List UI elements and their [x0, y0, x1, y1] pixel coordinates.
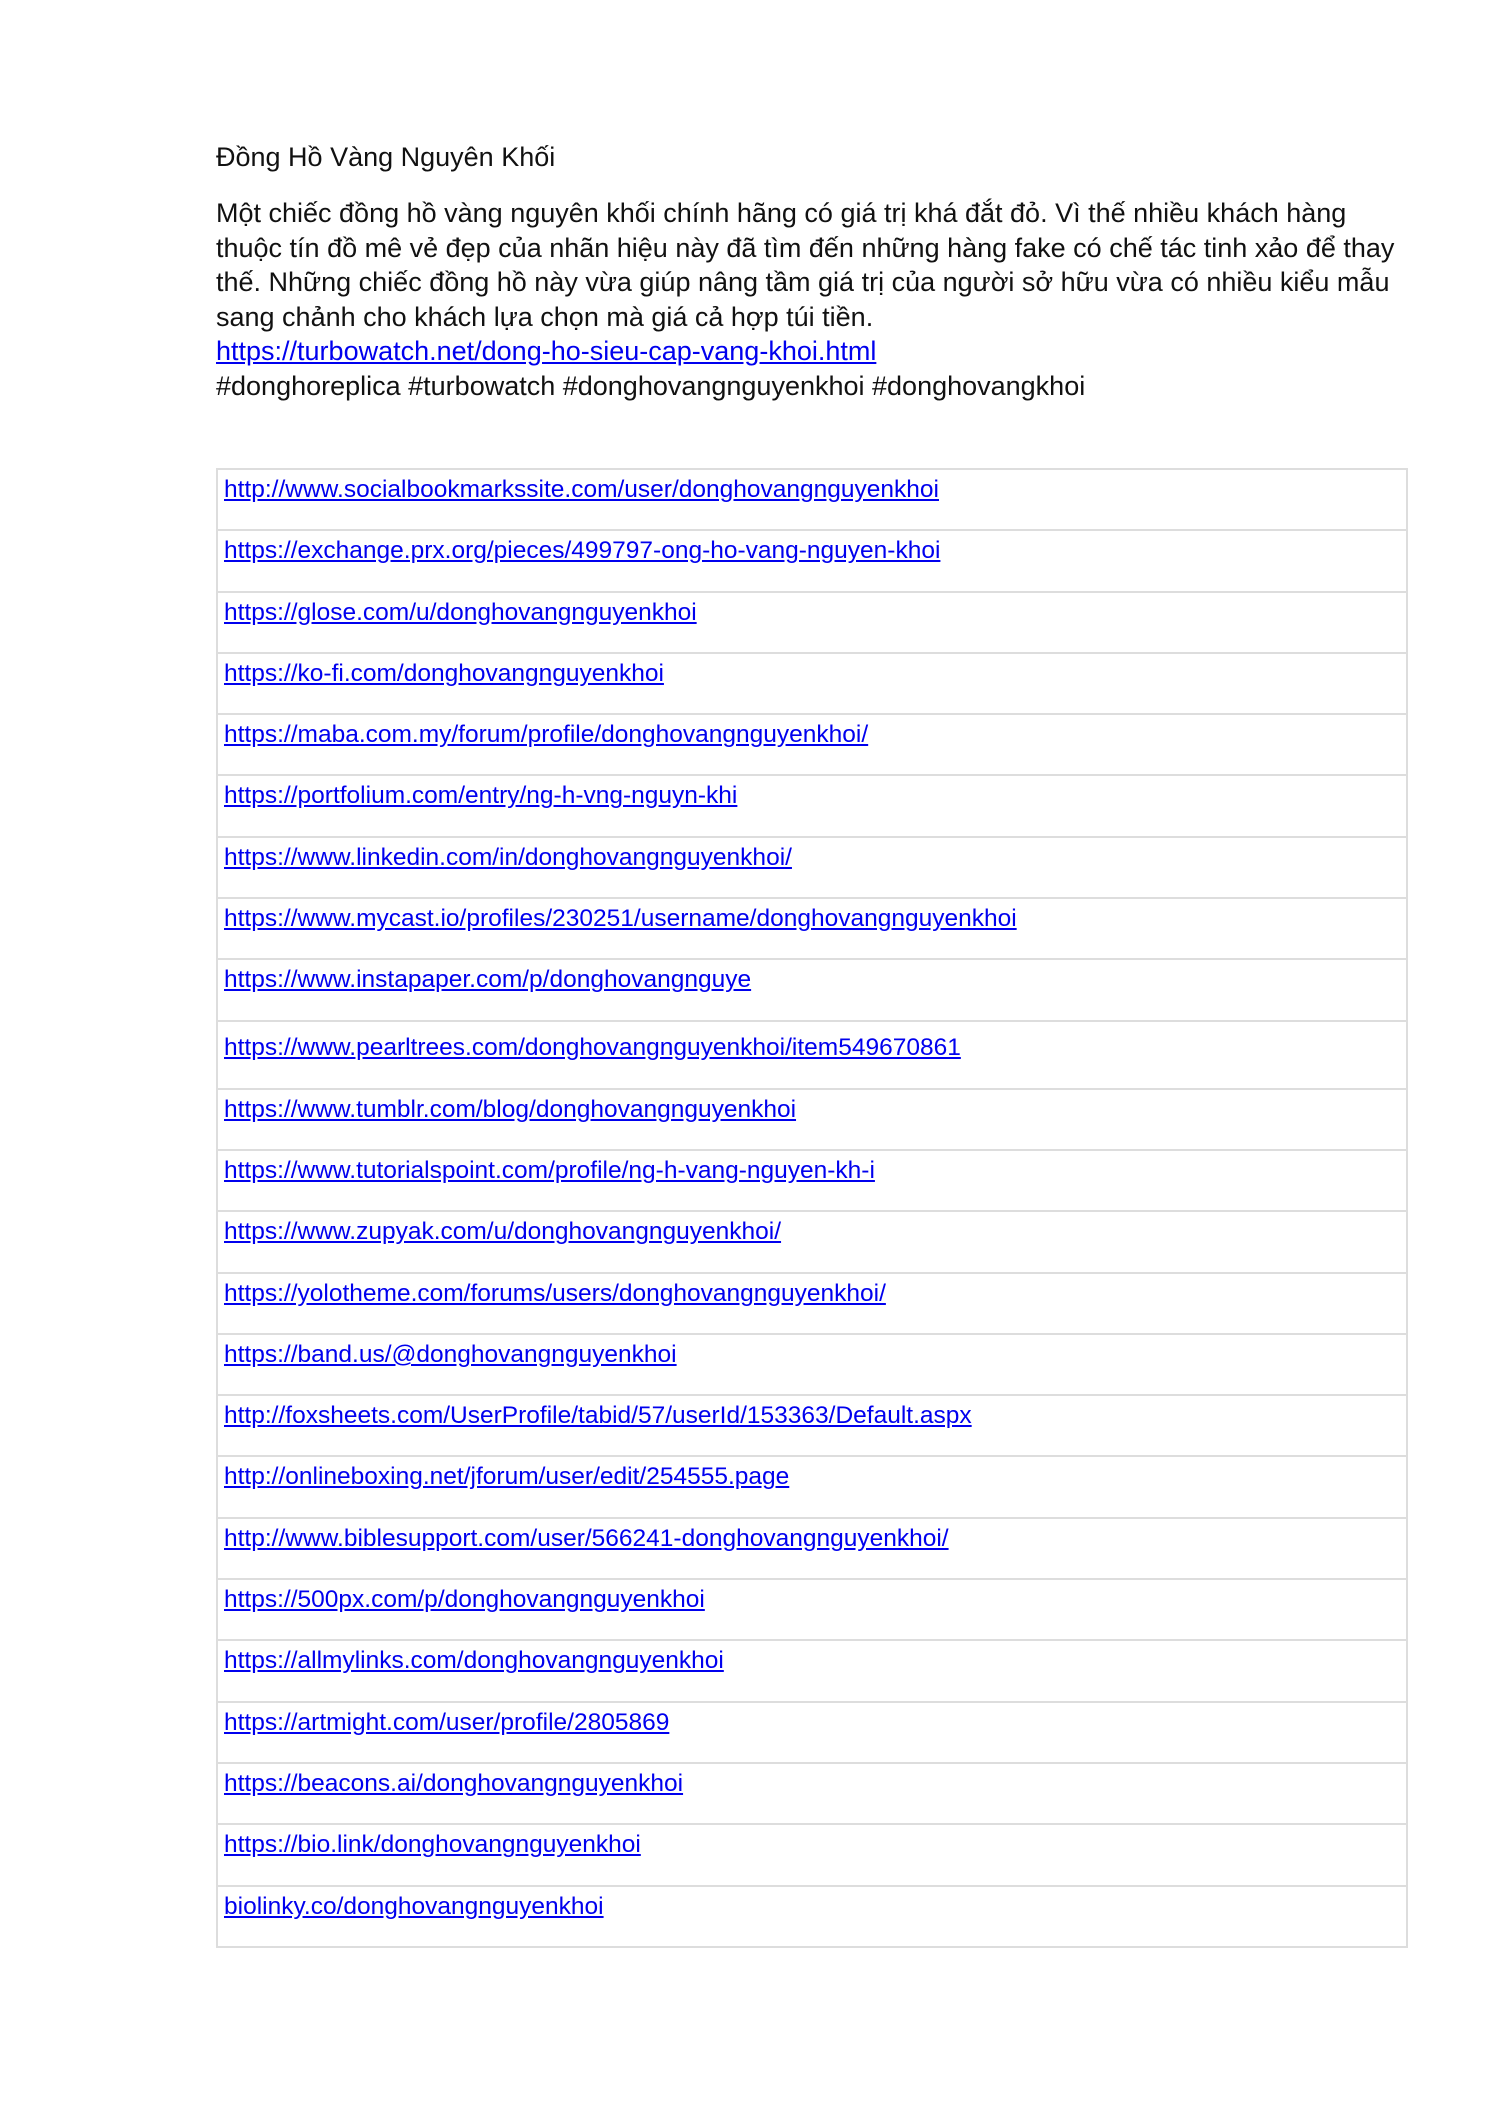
link[interactable]: https://www.tumblr.com/blog/donghovangnguyenkhoi — [224, 1095, 797, 1123]
link[interactable]: https://portfolium.com/entry/ng-h-vng-nguyn-khi — [224, 782, 738, 810]
link[interactable]: http://www.biblesupport.com/user/566241-donghovangnguyenkhoi/ — [224, 1524, 949, 1552]
link[interactable]: https://band.us/@donghovangnguyenkhoi — [224, 1340, 677, 1368]
link[interactable]: https://www.instapaper.com/p/donghovangnguye — [224, 966, 752, 994]
table-row — [218, 1212, 1406, 1273]
link[interactable]: https://artmight.com/user/profile/2805869 — [224, 1708, 670, 1736]
table-row — [218, 715, 1406, 776]
intro-text: Một chiếc đồng hồ vàng nguyên khối chính hãng có giá trị khá đắt đỏ. Vì thế nhiều khách hàng thuộc tín đồ mê vẻ đẹp của nhãn hiệu này đã tìm đến những hàng fake có chế tác tinh xảo để thay thế. Những chiếc đồng hồ này vừa giúp nâng tầm giá trị của người sở hữu vừa có nhiều kiểu mẫu sang chảnh cho khách lựa chọn mà giá cả hợp túi tiền. — [216, 198, 1395, 332]
link[interactable]: https://exchange.prx.org/pieces/499797-ong-ho-vang-nguyen-khoi — [224, 537, 941, 565]
table-row — [218, 1274, 1406, 1335]
intro-paragraph — [216, 196, 1416, 403]
table-row — [218, 1090, 1406, 1151]
link[interactable]: http://onlineboxing.net/jforum/user/edit/254555.page — [224, 1463, 790, 1491]
link[interactable]: https://ko-fi.com/donghovangnguyenkhoi — [224, 659, 664, 687]
table-row — [218, 1151, 1406, 1212]
link[interactable]: http://foxsheets.com/UserProfile/tabid/57/userId/153363/Default.aspx — [224, 1402, 972, 1430]
table-row — [218, 1764, 1406, 1825]
links-table — [216, 468, 1408, 1948]
table-row — [218, 1457, 1406, 1518]
link[interactable]: https://maba.com.my/forum/profile/donghovangnguyenkhoi/ — [224, 721, 869, 749]
hashtags: #donghoreplica #turbowatch #donghovangnguyenkhoi #donghovangkhoi — [216, 370, 1086, 401]
link[interactable]: https://www.pearltrees.com/donghovangnguyenkhoi/item549670861 — [224, 1033, 961, 1061]
table-row — [218, 1396, 1406, 1457]
table-row — [218, 470, 1406, 531]
document-title: Đồng Hồ Vàng Nguyên Khối — [216, 142, 556, 172]
table-row — [218, 960, 1406, 1021]
link[interactable]: https://www.mycast.io/profiles/230251/username/donghovangnguyenkhoi — [224, 905, 1017, 933]
link[interactable]: https://allmylinks.com/donghovangnguyenkhoi — [224, 1647, 724, 1675]
table-row — [218, 899, 1406, 960]
table-row — [218, 531, 1406, 592]
link[interactable]: https://beacons.ai/donghovangnguyenkhoi — [224, 1769, 684, 1797]
table-row — [218, 1519, 1406, 1580]
table-row — [218, 654, 1406, 715]
link[interactable]: https://www.linkedin.com/in/donghovangnguyenkhoi/ — [224, 843, 792, 871]
link[interactable]: https://www.zupyak.com/u/donghovangnguyenkhoi/ — [224, 1218, 782, 1246]
link[interactable]: biolinky.co/donghovangnguyenkhoi — [224, 1892, 604, 1920]
table-row — [218, 1703, 1406, 1764]
link[interactable]: https://yolotheme.com/forums/users/donghovangnguyenkhoi/ — [224, 1279, 886, 1307]
table-row — [218, 1580, 1406, 1641]
table-row — [218, 1887, 1406, 1948]
table-row — [218, 776, 1406, 837]
table-row — [218, 1335, 1406, 1396]
table-row — [218, 1641, 1406, 1702]
link[interactable]: https://bio.link/donghovangnguyenkhoi — [224, 1831, 641, 1859]
link[interactable]: https://glose.com/u/donghovangnguyenkhoi — [224, 598, 697, 626]
table-row — [218, 1825, 1406, 1886]
link[interactable]: http://www.socialbookmarkssite.com/user/donghovangnguyenkhoi — [224, 476, 939, 503]
table-row — [218, 1022, 1406, 1090]
link[interactable]: https://500px.com/p/donghovangnguyenkhoi — [224, 1586, 705, 1614]
table-row — [218, 593, 1406, 654]
table-row — [218, 838, 1406, 899]
main-link[interactable]: https://turbowatch.net/dong-ho-sieu-cap-vang-khoi.html — [216, 336, 877, 366]
link[interactable]: https://www.tutorialspoint.com/profile/ng-h-vang-nguyen-kh-i — [224, 1156, 875, 1184]
